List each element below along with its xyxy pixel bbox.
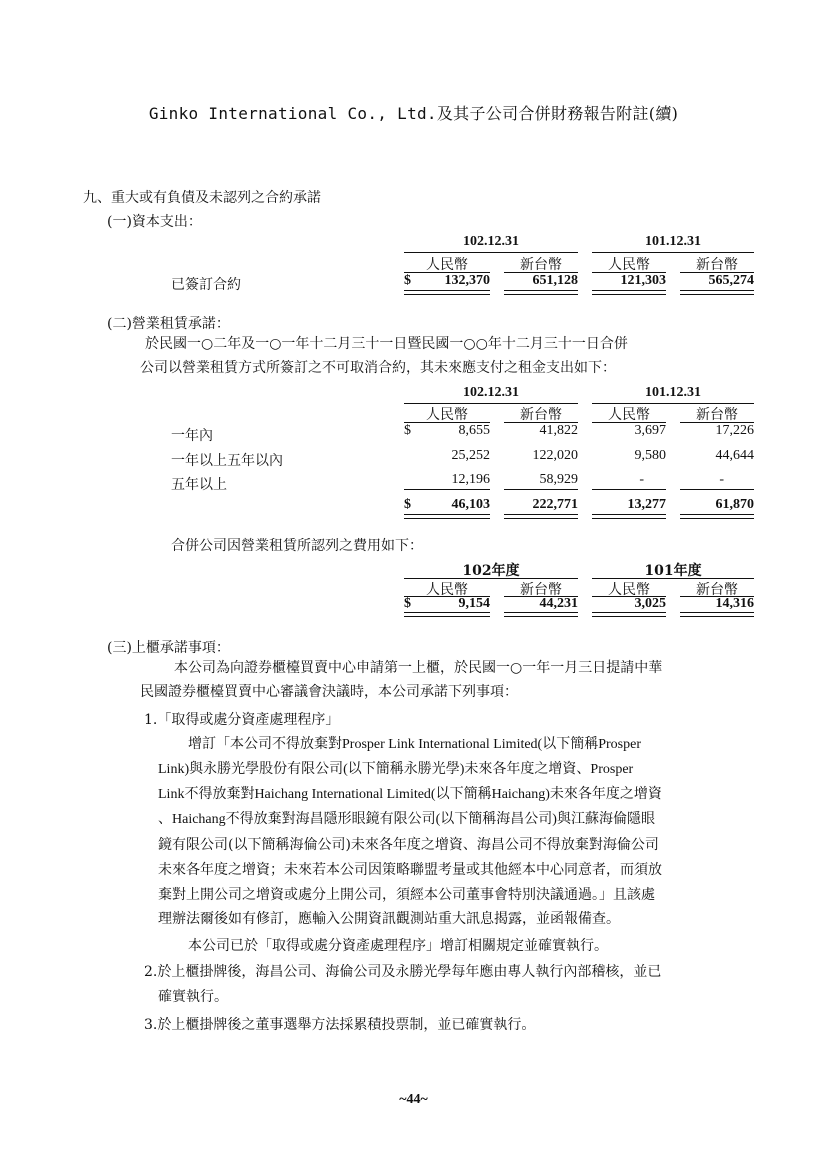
currency-header: 人民幣 bbox=[608, 582, 650, 598]
total-double-underline bbox=[592, 290, 666, 295]
item2-line: 確實執行。 bbox=[158, 989, 228, 1005]
total-double-underline bbox=[680, 514, 754, 519]
item1-line: 未來各年度之增資；未來若本公司因策略聯盟考量或其他經本中心同意者，而須放 bbox=[158, 862, 662, 878]
row-label: 一年內 bbox=[171, 428, 213, 444]
currency-header: 人民幣 bbox=[608, 257, 650, 273]
dollar-sign: $ bbox=[404, 596, 411, 611]
total-cell: 222,771 bbox=[532, 497, 578, 512]
currency-header: 新台幣 bbox=[696, 407, 738, 423]
subtotal-underline bbox=[404, 489, 490, 490]
dollar-sign: $ bbox=[404, 497, 411, 512]
currency-header: 新台幣 bbox=[696, 582, 738, 598]
total-double-underline bbox=[404, 612, 490, 617]
item1-line: 增訂「本公司不得放棄對Prosper Link International Limited(以下簡稱Prosper bbox=[188, 737, 641, 752]
amount-cell: 121,303 bbox=[620, 273, 666, 288]
period-header: 102.12.31 bbox=[463, 385, 519, 400]
row-label: 五年以上 bbox=[171, 477, 227, 493]
dollar-sign: $ bbox=[404, 273, 411, 288]
amount-cell: 3,025 bbox=[634, 596, 666, 611]
listing-intro-line: 民國證券櫃檯買賣中心審議會決議時，本公司承諾下列事項： bbox=[140, 684, 518, 700]
amount-cell: - bbox=[639, 472, 644, 487]
total-double-underline bbox=[404, 290, 490, 295]
total-cell: 13,277 bbox=[627, 497, 666, 512]
amount-cell: 58,929 bbox=[539, 472, 578, 487]
period-underline bbox=[404, 252, 578, 253]
currency-header: 人民幣 bbox=[426, 407, 468, 423]
item1-line: 理辦法爾後如有修訂，應輸入公開資訊觀測站重大訊息揭露，並函報備查。 bbox=[158, 911, 620, 927]
lease-heading: (二)營業租賃承諾： bbox=[107, 316, 230, 332]
item3-line: 3.於上櫃掛牌後之董事選舉方法採累積投票制，並已確實執行。 bbox=[144, 1017, 536, 1033]
amount-cell: 12,196 bbox=[451, 472, 490, 487]
currency-header: 新台幣 bbox=[520, 407, 562, 423]
row-label: 一年以上五年以內 bbox=[171, 453, 283, 469]
capex-heading: (一)資本支出： bbox=[107, 214, 202, 230]
period-header: 102年度 bbox=[462, 563, 520, 579]
total-double-underline bbox=[504, 514, 578, 519]
item1-line: 棄對上開公司之增資或處分上開公司，須經本公司董事會特別決議通過。」且該處 bbox=[158, 887, 655, 903]
item2-line: 2.於上櫃掛牌後，海昌公司、海倫公司及永勝光學每年應由專人執行內部稽核，並已 bbox=[144, 964, 662, 980]
amount-cell: 122,020 bbox=[532, 448, 578, 463]
page-number: ~44~ bbox=[399, 1092, 428, 1107]
amount-cell: 44,644 bbox=[715, 448, 754, 463]
amount-cell: 14,316 bbox=[715, 596, 754, 611]
item1-line: 鏡有限公司(以下簡稱海倫公司)未來各年度之增資、海昌公司不得放棄對海倫公司 bbox=[158, 837, 659, 853]
item1-note: 本公司已於「取得或處分資產處理程序」增訂相關規定並確實執行。 bbox=[188, 938, 608, 954]
total-double-underline bbox=[592, 514, 666, 519]
period-underline bbox=[592, 252, 754, 253]
amount-cell: 44,231 bbox=[539, 596, 578, 611]
total-double-underline bbox=[504, 612, 578, 617]
currency-header: 新台幣 bbox=[520, 582, 562, 598]
dollar-sign: $ bbox=[404, 423, 411, 438]
row-label: 已簽訂合約 bbox=[171, 277, 241, 293]
lease-intro-line: 於民國一○二年及一○一年十二月三十一日暨民國一○○年十二月三十一日合併 bbox=[145, 336, 628, 352]
currency-header: 人民幣 bbox=[426, 257, 468, 273]
amount-cell: 565,274 bbox=[708, 273, 754, 288]
header-title: 及其子公司合併財務報告附註(續) bbox=[436, 104, 679, 123]
currency-header: 人民幣 bbox=[426, 582, 468, 598]
amount-cell: 9,580 bbox=[634, 448, 666, 463]
page-header bbox=[0, 101, 827, 124]
total-cell: 61,870 bbox=[715, 497, 754, 512]
amount-cell: 17,226 bbox=[715, 423, 754, 438]
amount-cell: 651,128 bbox=[532, 273, 578, 288]
period-header: 101年度 bbox=[644, 563, 702, 579]
item1-line: Link不得放棄對Haichang International Limited(以下簡稱Haichang)未來各年度之增資 bbox=[158, 787, 662, 802]
listing-heading: (三)上櫃承諾事項： bbox=[107, 640, 230, 656]
item1-line: Link)與永勝光學股份有限公司(以下簡稱永勝光學)未來各年度之增資、Prosper bbox=[158, 762, 634, 777]
subtotal-underline bbox=[504, 489, 578, 490]
amount-cell: 3,697 bbox=[634, 423, 666, 438]
item1-title: 1.「取得或處分資產處理程序」 bbox=[144, 712, 340, 728]
section-heading: 九、重大或有負債及未認列之合約承諾 bbox=[83, 190, 321, 206]
total-double-underline bbox=[680, 290, 754, 295]
total-double-underline bbox=[504, 290, 578, 295]
period-header: 101.12.31 bbox=[645, 234, 701, 249]
currency-header: 新台幣 bbox=[520, 257, 562, 273]
total-double-underline bbox=[592, 612, 666, 617]
amount-cell: 9,154 bbox=[458, 596, 490, 611]
total-double-underline bbox=[680, 612, 754, 617]
amount-cell: 132,370 bbox=[444, 273, 490, 288]
item1-line: 、Haichang不得放棄對海昌隱形眼鏡有限公司(以下簡稱海昌公司)與江蘇海倫隱眼 bbox=[158, 812, 655, 827]
lease-intro-line: 公司以營業租賃方式所簽訂之不可取消合約，其未來應支付之租金支出如下： bbox=[140, 360, 616, 376]
amount-cell: 8,655 bbox=[458, 423, 490, 438]
subtotal-underline bbox=[592, 489, 666, 490]
currency-header: 人民幣 bbox=[608, 407, 650, 423]
total-double-underline bbox=[404, 514, 490, 519]
currency-header: 新台幣 bbox=[696, 257, 738, 273]
company-name: Ginko International Co., Ltd. bbox=[148, 104, 437, 123]
expense-intro: 合併公司因營業租賃所認列之費用如下： bbox=[171, 538, 423, 554]
amount-cell: - bbox=[719, 472, 724, 487]
period-header: 102.12.31 bbox=[463, 234, 519, 249]
subtotal-underline bbox=[680, 489, 754, 490]
amount-cell: 41,822 bbox=[539, 423, 578, 438]
period-header: 101.12.31 bbox=[645, 385, 701, 400]
amount-cell: 25,252 bbox=[451, 448, 490, 463]
listing-intro-line: 本公司為向證券櫃檯買賣中心申請第一上櫃，於民國一○一年一月三日提請中華 bbox=[174, 660, 663, 676]
total-cell: 46,103 bbox=[451, 497, 490, 512]
